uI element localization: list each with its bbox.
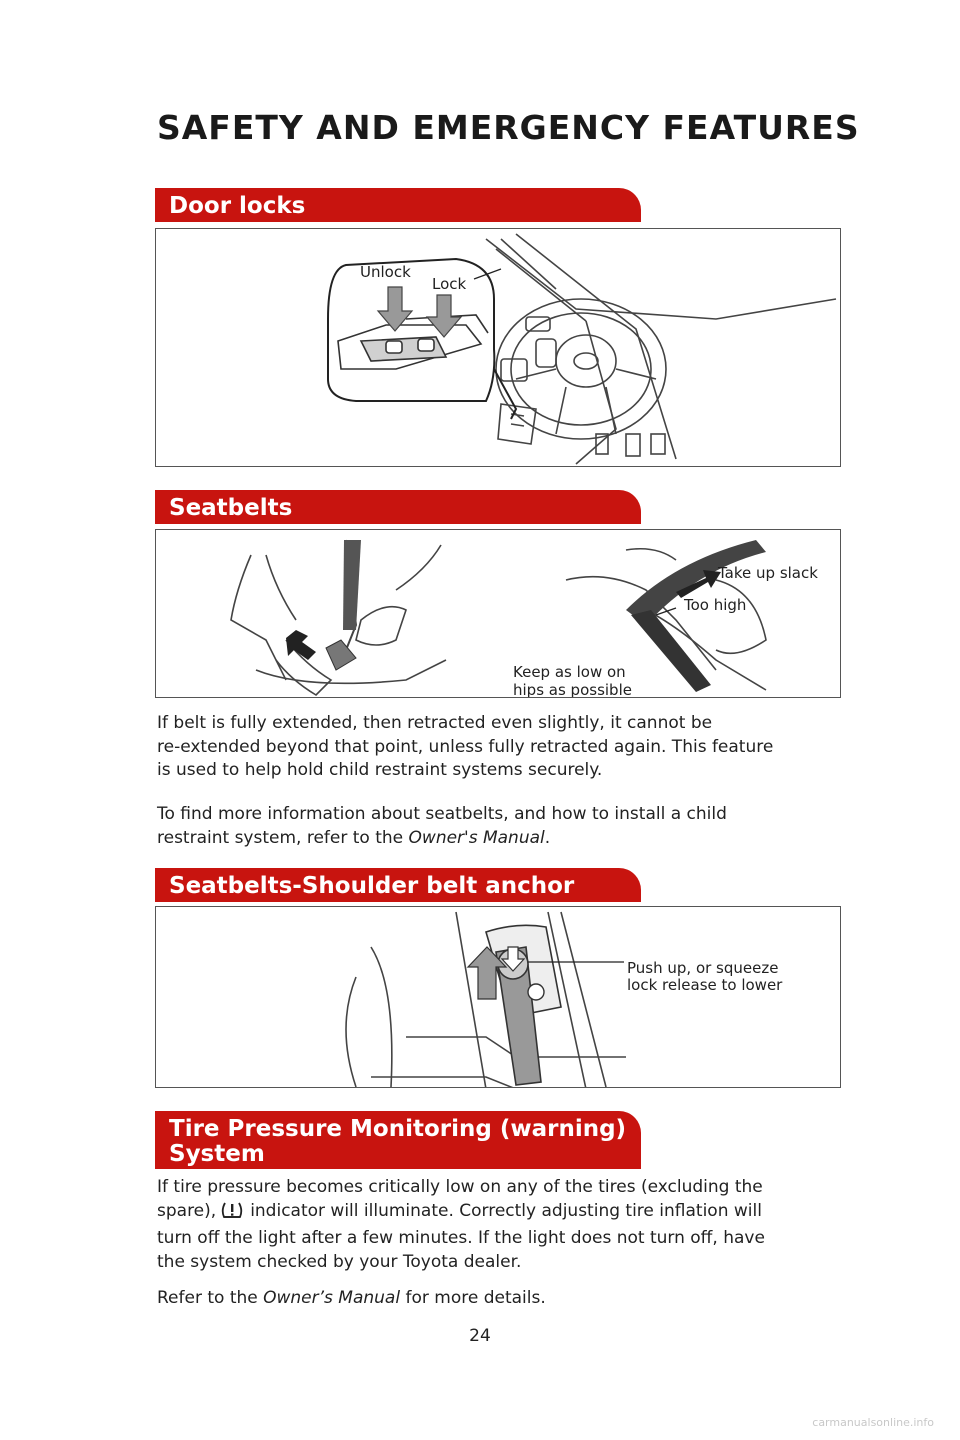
seatbelt-p2-line1: To find more information about seatbelts, and how to install a child bbox=[157, 804, 727, 824]
lock-label: Lock bbox=[432, 275, 467, 293]
door-locks-heading bbox=[155, 188, 641, 222]
shoulder-anchor-heading-text: Seatbelts-Shoulder belt anchor bbox=[169, 873, 575, 899]
tpms-p2-prefix: Refer to the bbox=[157, 1288, 264, 1308]
tpms-heading bbox=[155, 1111, 641, 1169]
seatbelts-heading-text: Seatbelts bbox=[169, 495, 293, 521]
page-number: 24 bbox=[469, 1326, 491, 1346]
tpms-heading-line2: System bbox=[169, 1141, 265, 1167]
keep-low-label-line1: Keep as low on bbox=[513, 663, 626, 681]
seatbelt-retract-paragraph bbox=[157, 712, 837, 783]
tpms-owners-manual-reference: Owner’s Manual bbox=[263, 1288, 401, 1308]
tire-pressure-warning-icon bbox=[220, 1200, 244, 1228]
seatbelts-heading bbox=[155, 490, 641, 524]
shoulder-anchor-drawing bbox=[156, 907, 841, 1088]
seatbelt-p1-line1: If belt is fully extended, then retracted even slightly, it cannot be bbox=[157, 713, 713, 733]
push-up-label-line2: lock release to lower bbox=[627, 976, 783, 994]
seatbelt-info-paragraph bbox=[157, 803, 837, 850]
unlock-label: Unlock bbox=[360, 263, 411, 281]
seatbelt-p2-line2-prefix: restraint system, refer to the bbox=[157, 827, 409, 848]
keep-low-label-line2: hips as possible bbox=[513, 681, 632, 699]
take-up-slack-label: Take up slack bbox=[718, 564, 818, 582]
tpms-p2-suffix: for more details. bbox=[400, 1288, 546, 1308]
owners-manual-reference: Owner's Manual bbox=[408, 827, 545, 848]
door-locks-illustration bbox=[155, 228, 841, 467]
shoulder-anchor-heading bbox=[155, 868, 641, 902]
seatbelts-drawing bbox=[156, 530, 841, 698]
seatbelt-p1-line3: is used to help hold child restraint systems securely. bbox=[157, 760, 603, 780]
too-high-label: Too high bbox=[684, 596, 747, 614]
watermark: carmanualsonline.info bbox=[812, 1416, 934, 1429]
tpms-p1-line2-suffix: indicator will illuminate. Correctly adjusting tire inflation will bbox=[250, 1200, 762, 1221]
tpms-paragraph bbox=[157, 1176, 837, 1274]
push-up-label-line1: Push up, or squeeze bbox=[627, 959, 779, 977]
tpms-p1-line2-prefix: spare), bbox=[157, 1200, 217, 1221]
seatbelt-p2-suffix: . bbox=[544, 827, 551, 848]
shoulder-anchor-illustration bbox=[155, 906, 841, 1088]
seatbelt-p1-line2: re-extended beyond that point, unless fully retracted again. This feature bbox=[157, 736, 774, 757]
door-locks-heading-text: Door locks bbox=[169, 193, 306, 219]
tpms-p1-line3: turn off the light after a few minutes. If the light does not turn off, have bbox=[157, 1228, 765, 1248]
door-locks-drawing bbox=[156, 229, 841, 467]
tpms-heading-line1: Tire Pressure Monitoring (warning) bbox=[169, 1116, 627, 1142]
tpms-p1-line4: the system checked by your Toyota dealer. bbox=[157, 1251, 522, 1272]
tpms-refer-paragraph bbox=[157, 1287, 837, 1311]
seatbelts-illustration bbox=[155, 529, 841, 698]
page-title: SAFETY AND EMERGENCY FEATURES bbox=[157, 108, 860, 147]
insert-arrow-icon bbox=[286, 630, 316, 660]
tpms-p1-line1: If tire pressure becomes critically low on any of the tires (excluding the bbox=[157, 1177, 763, 1197]
